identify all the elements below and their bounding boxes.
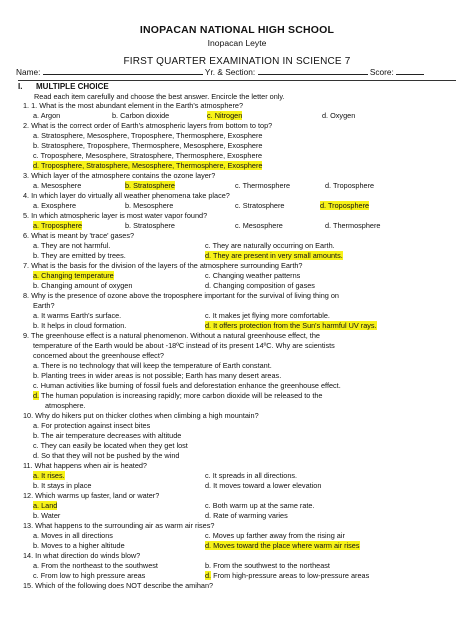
question-text: 4. In which layer do virtually all weather phenomena take place? [23, 191, 230, 200]
choice-answer[interactable]: d. Moves toward the place where warm air rises [205, 541, 360, 550]
choice-answer[interactable]: d. Troposphere [320, 201, 370, 210]
choice[interactable]: c. Thermosphere [235, 181, 291, 190]
choice-answer-highlight: d. [33, 391, 40, 400]
choice[interactable]: b. Stratosphere, Troposphere, Thermosphere, Mesosphere, Exosphere [33, 141, 263, 150]
choice[interactable]: a. Mesosphere [33, 181, 82, 190]
choice-text: From high-pressure areas to low-pressure areas [211, 571, 370, 580]
choice[interactable]: b. From the southwest to the northeast [205, 561, 330, 570]
choice[interactable]: d. Thermosphere [325, 221, 381, 230]
choice[interactable]: a. From the northeast to the southwest [33, 561, 158, 570]
choice-answer[interactable]: d. It offers protection from the Sun's harmful UV rays. [205, 321, 377, 330]
question-text: temperature of the Earth would be about -18ºC instead of its present 14ºC. Why are scientists [33, 341, 335, 350]
choice-answer-highlight: d. [205, 571, 212, 580]
choice[interactable]: a. Exosphere [33, 201, 76, 210]
choice[interactable]: c. Stratosphere [235, 201, 285, 210]
choice-answer[interactable]: a. Changing temperature [33, 271, 114, 280]
question-text: 11. What happens when air is heated? [23, 461, 147, 470]
choice[interactable] [33, 391, 323, 400]
school-name: INOPACAN NATIONAL HIGH SCHOOL [139, 24, 335, 36]
name-label: Name: [16, 67, 41, 77]
choice-answer[interactable]: d. They are present in very small amounts. [205, 251, 343, 260]
choice[interactable]: d. Changing composition of gases [205, 281, 315, 290]
question-text: 12. Which warms up faster, land or water? [23, 491, 160, 500]
section-divider [18, 80, 456, 81]
question-text: 13. What happens to the surrounding air as warm air rises? [23, 521, 215, 530]
choice[interactable]: b. Water [33, 511, 61, 520]
choice[interactable]: b. The air temperature decreases with altitude [33, 431, 182, 440]
choice[interactable]: a. For protection against insect bites [33, 421, 151, 430]
student-info-row [16, 66, 424, 77]
choice[interactable]: b. It stays in place [33, 481, 92, 490]
choice-answer[interactable]: c. Nitrogen [207, 111, 243, 120]
choice[interactable]: a. They are not harmful. [33, 241, 111, 250]
choice[interactable]: a. There is no technology that will keep the temperature of Earth constant. [33, 361, 272, 370]
choice-answer[interactable]: d. Troposphere, Stratosphere, Mesosphere, Thermosphere, Exosphere [33, 161, 263, 170]
choice[interactable]: c. Moves up farther away from the rising air [205, 531, 345, 540]
choice[interactable]: c. It spreads in all directions. [205, 471, 298, 480]
choice[interactable]: d. So that they will not be pushed by the wind [33, 451, 180, 460]
choice[interactable]: d. It moves toward a lower elevation [205, 481, 322, 490]
question-text: 10. Why do hikers put on thicker clothes when climbing a high mountain? [23, 411, 259, 420]
choice[interactable]: c. Changing weather patterns [205, 271, 301, 280]
choice-continuation: atmosphere. [45, 401, 86, 410]
year-section-label: Yr. & Section: [204, 67, 256, 77]
name-field[interactable] [43, 66, 203, 75]
instructions: Read each item carefully and choose the best answer. Encircle the letter only. [34, 92, 285, 101]
score-label: Score: [369, 67, 394, 77]
section-roman: I. [18, 82, 23, 91]
choice[interactable]: a. Moves in all directions [33, 531, 113, 540]
choice[interactable]: c. Human activities like burning of fossil fuels and deforestation enhance the greenhouse effect. [33, 381, 341, 390]
choice[interactable] [205, 571, 369, 580]
score-field[interactable] [396, 66, 424, 75]
choice[interactable]: c. From low to high pressure areas [33, 571, 146, 580]
question-text: 1. 1. What is the most abundant element in the Earth's atmosphere? [23, 101, 244, 110]
choice-answer[interactable]: a. Land [33, 501, 58, 510]
choice[interactable]: b. Moves to a higher altitude [33, 541, 125, 550]
choice[interactable]: b. Carbon dioxide [112, 111, 170, 120]
choice[interactable]: a. Argon [33, 111, 61, 120]
choice[interactable]: a. Stratosphere, Mesosphere, Troposphere, Thermosphere, Exosphere [33, 131, 263, 140]
choice-answer[interactable]: b. Stratosphere [125, 181, 175, 190]
choice[interactable]: a. It warms Earth's surface. [33, 311, 122, 320]
choice[interactable]: c. Both warm up at the same rate. [205, 501, 315, 510]
choice[interactable]: b. Stratosphere [125, 221, 175, 230]
question-text: 14. In what direction do winds blow? [23, 551, 141, 560]
question-text: 15. Which of the following does NOT describe the amihan? [23, 581, 214, 590]
choice[interactable]: c. Troposphere, Mesosphere, Stratosphere, Thermosphere, Exosphere [33, 151, 263, 160]
choice[interactable]: d. Troposphere [325, 181, 375, 190]
section-title: MULTIPLE CHOICE [36, 82, 109, 91]
question-text: 6. What is meant by 'trace' gases? [23, 231, 135, 240]
choice-text: The human population is increasing rapidly; more carbon dioxide will be released to the [39, 391, 323, 400]
choice[interactable]: c. They can easily be located when they get lost [33, 441, 188, 450]
choice[interactable]: b. It helps in cloud formation. [33, 321, 127, 330]
choice-answer[interactable]: a. It rises. [33, 471, 65, 480]
choice-answer[interactable]: a. Troposphere [33, 221, 83, 230]
choice[interactable]: d. Rate of warming varies [205, 511, 288, 520]
choice[interactable]: c. It makes jet flying more comfortable. [205, 311, 330, 320]
exam-title: FIRST QUARTER EXAMINATION IN SCIENCE 7 [123, 56, 351, 67]
question-text: 7. What is the basis for the division of the layers of the atmosphere surrounding Earth? [23, 261, 303, 270]
choice[interactable]: b. Changing amount of oxygen [33, 281, 133, 290]
question-text: 5. In which atmospheric layer is most water vapor found? [23, 211, 208, 220]
question-text: 3. Which layer of the atmosphere contains the ozone layer? [23, 171, 216, 180]
question-text: 9. The greenhouse effect is a natural phenomenon. Without a natural greenhouse effect, the [23, 331, 320, 340]
question-text: 8. Why is the presence of ozone above the troposphere important for the survival of living thing on [23, 291, 339, 300]
choice[interactable]: b. They are emitted by trees. [33, 251, 126, 260]
choice[interactable]: c. They are naturally occurring on Earth. [205, 241, 335, 250]
question-text: 2. What is the correct order of Earth's atmospheric layers from bottom to top? [23, 121, 273, 130]
question-text: concerned about the greenhouse effect? [33, 351, 164, 360]
choice[interactable]: b. Planting trees in wider areas is not possible; Earth has many desert areas. [33, 371, 282, 380]
question-text: Earth? [33, 301, 55, 310]
choice[interactable]: c. Mesosphere [235, 221, 283, 230]
choice[interactable]: b. Mesosphere [125, 201, 174, 210]
choice[interactable]: d. Oxygen [322, 111, 356, 120]
year-section-field[interactable] [258, 66, 368, 75]
school-town: Inopacan Leyte [207, 38, 267, 48]
